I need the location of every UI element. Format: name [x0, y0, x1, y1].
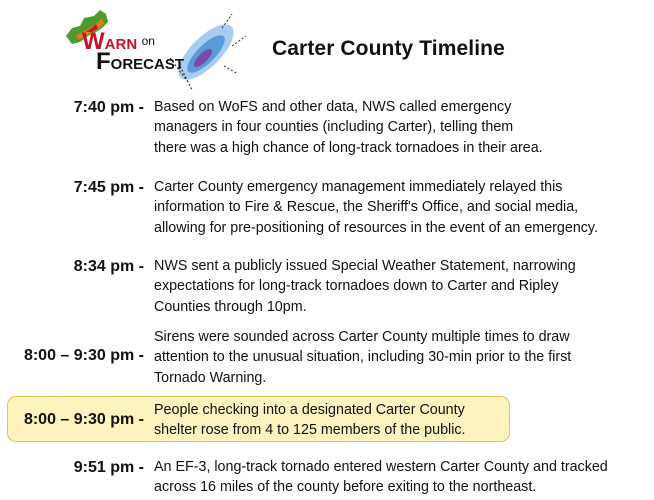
entry-time: 8:34 pm -: [73, 258, 144, 275]
logo-line-2: [96, 48, 184, 76]
logo-line1-small: on: [141, 34, 155, 48]
logo-line2-initial: F: [96, 48, 111, 75]
entry-text: An EF-3, long-track tornado entered western Carter County and tracked across 16 miles of the county before exiting to the northeast.: [154, 459, 608, 496]
entry-text: Carter County emergency management immediately relayed this information to Fire & Rescue, the Sheriff's Office, and social media, allowing for pre-positioning of resources in the event of an emergency.: [154, 179, 598, 236]
entry-text: Sirens were sounded across Carter County multiple times to draw attention to the unusual situation, including 30-min prior to the first Tornado Warning.: [154, 329, 572, 386]
logo-line1-rest: ARN: [104, 36, 138, 53]
entry-text: NWS sent a publicly issued Special Weather Statement, narrowing expectations for long-track tornadoes down to Carter and Ripley Counties through 10pm.: [154, 258, 576, 315]
page-title: Carter County Timeline: [272, 37, 505, 60]
logo-line1-initial: W: [82, 28, 105, 55]
entry-time: 7:40 pm -: [73, 99, 144, 116]
entry-time: 7:45 pm -: [73, 179, 144, 196]
entry-text: Based on WoFS and other data, NWS called emergency managers in four counties (including Carter), telling them there was a high chance of long-track tornadoes in their area.: [154, 99, 543, 156]
entry-time: 8:00 – 9:30 pm -: [23, 347, 144, 364]
warn-on-forecast-logo: [62, 6, 252, 96]
entry-time: 8:00 – 9:30 pm -: [23, 411, 144, 428]
entry-time: 9:51 pm -: [73, 459, 144, 476]
entry-text: People checking into a designated Carter County shelter rose from 4 to 125 members of the public.: [154, 402, 466, 439]
logo-line2-rest: ORECAST: [110, 56, 185, 73]
